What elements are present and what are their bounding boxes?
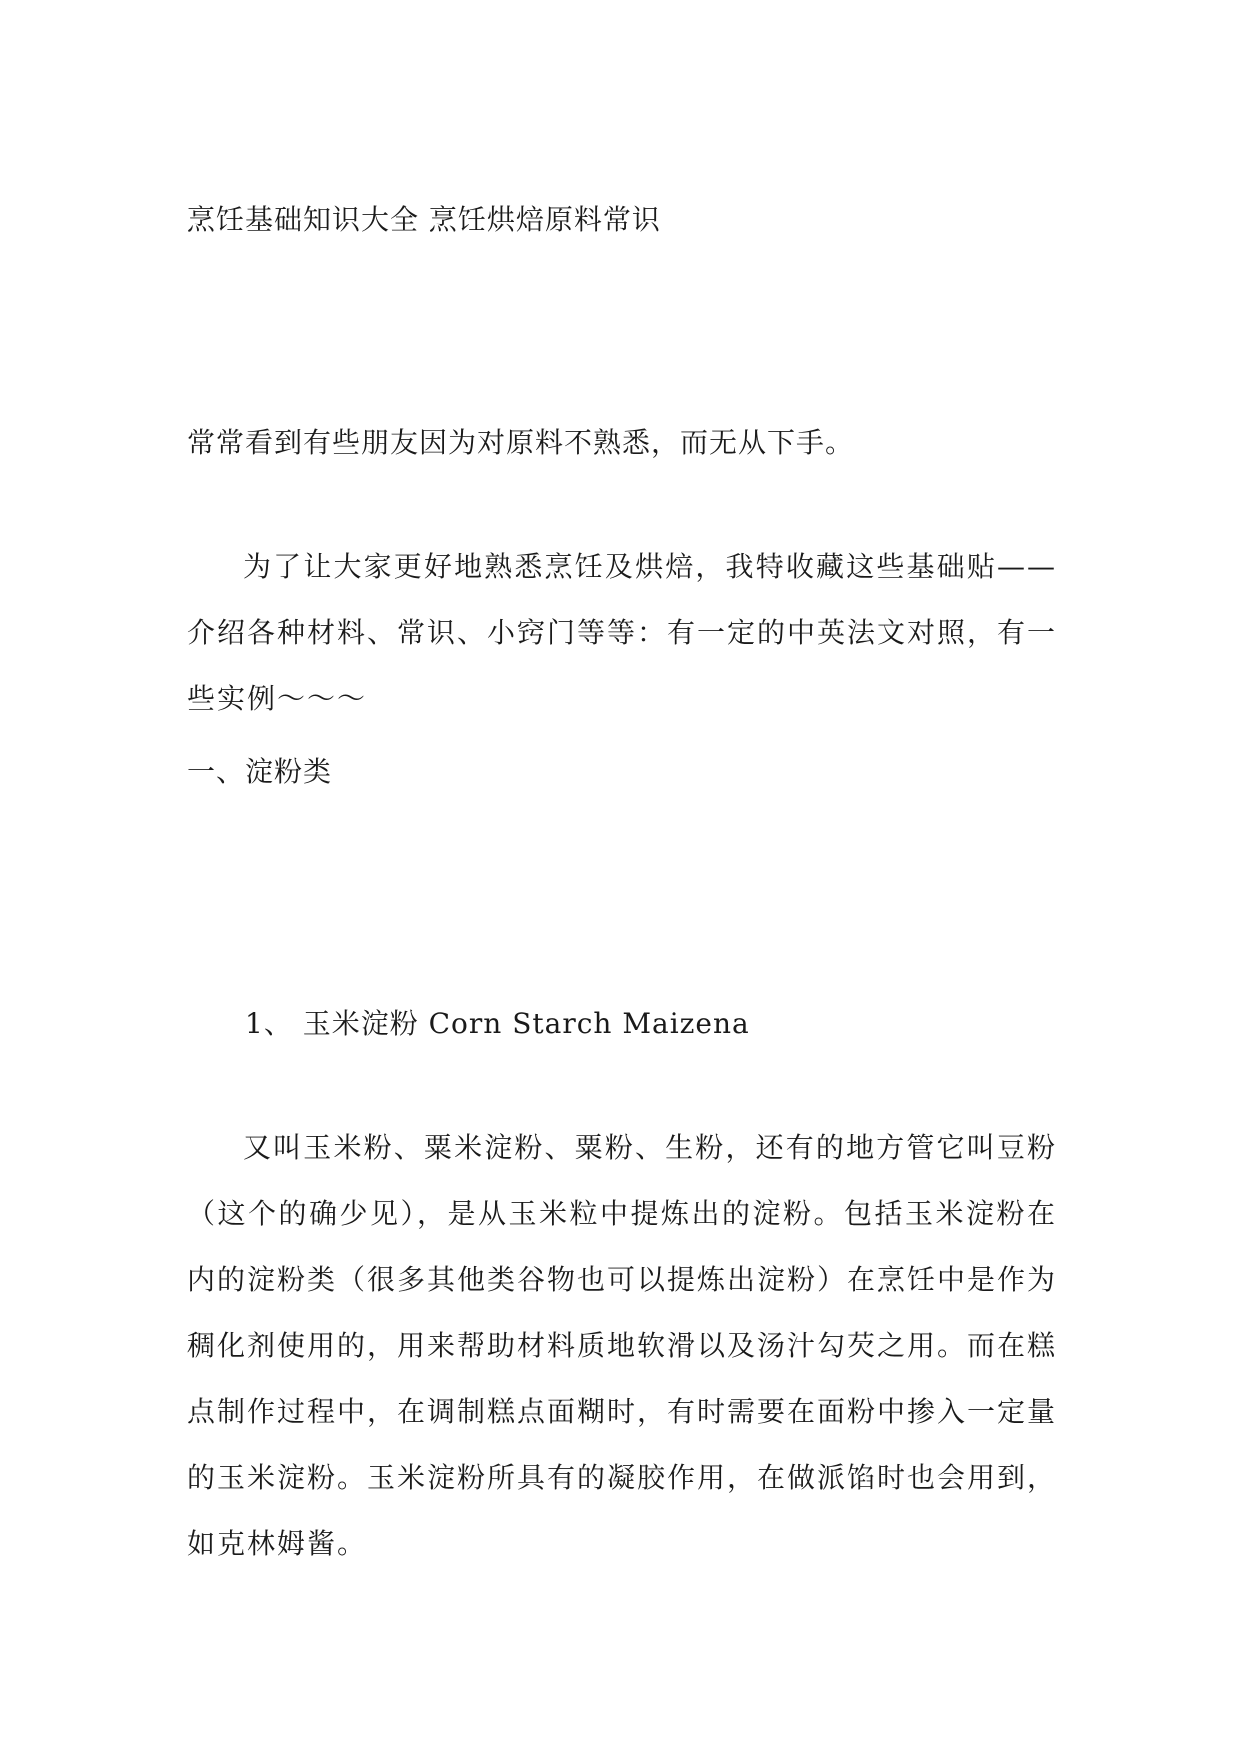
section-heading: 一、淀粉类 [187, 755, 333, 788]
item-body-paragraph: 又叫玉米粉、粟米淀粉、粟粉、生粉，还有的地方管它叫豆粉（这个的确少见），是从玉米粒中提炼出的淀粉。包括玉米淀粉在内的淀粉类（很多其他类谷物也可以提炼出淀粉）在烹饪中是作为稠化剂使用的，用来帮助材料质地软滑以及汤汁勾芡之用。而在糕点制作过程中，在调制糕点面糊时，有时需要在面粉中掺入一定量的玉米淀粉。玉米淀粉所具有的凝胶作用，在做派馅时也会用到，如克林姆酱。 [187, 1131, 1058, 1560]
item-heading: 1、 玉米淀粉 Corn Starch Maizena [245, 1007, 750, 1040]
document-title: 烹饪基础知识大全 烹饪烘焙原料常识 [187, 203, 661, 236]
intro-paragraph: 常常看到有些朋友因为对原料不熟悉，而无从下手。 [187, 426, 855, 459]
purpose-paragraph: 为了让大家更好地熟悉烹饪及烘焙，我特收藏这些基础贴——介绍各种材料、常识、小窍门等等：有一定的中英法文对照，有一些实例～～～ [187, 550, 1058, 715]
